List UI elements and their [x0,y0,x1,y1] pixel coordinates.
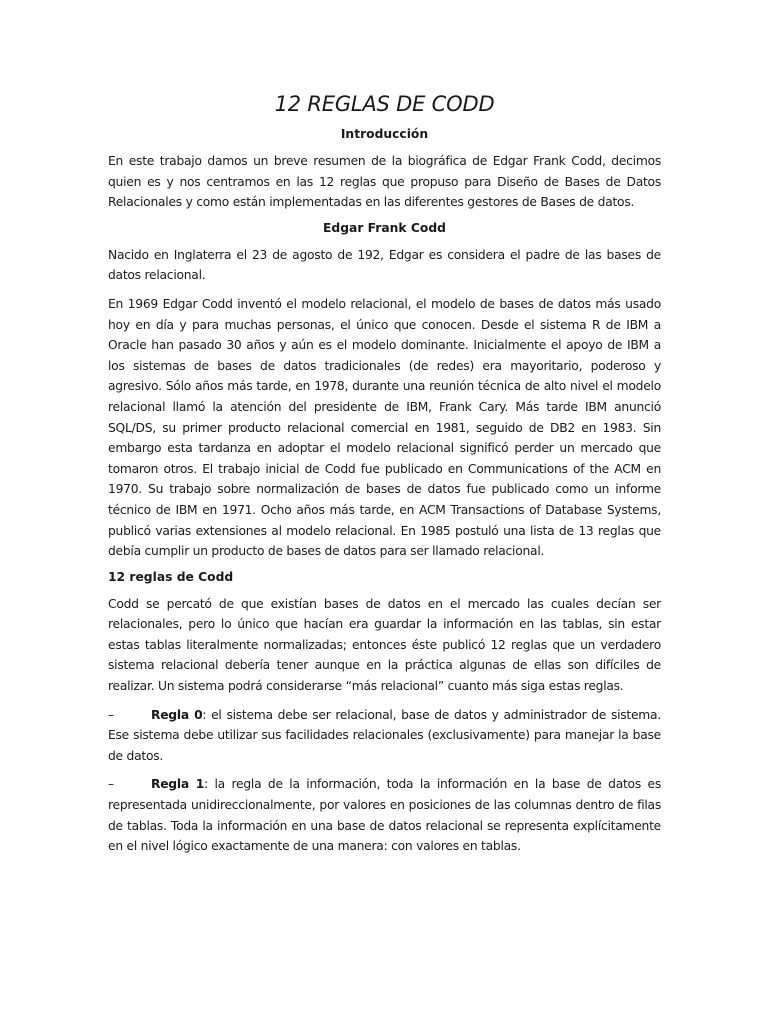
rule-item [108,705,661,767]
rule-text: : la regla de la información, toda la información en la base de datos es representada unidireccionalmente, por valores en posiciones de las columnas dentro de filas de tablas. Toda la información en una base de datos relacional se representa explícitamente en el nivel lógico exactamente de una manera: con valores en tablas. [108,777,661,854]
intro-paragraph: En este trabajo damos un breve resumen de la biográfica de Edgar Frank Codd, decimos quien es y nos centramos en las 12 reglas que propuso para Diseño de Bases de Datos Relacionales y como están implementadas en las diferentes gestores de Bases de datos. [108,154,661,210]
rule-name: Regla 0 [151,707,203,722]
rule-name: Regla 1 [151,777,205,792]
document-page [108,92,661,865]
rule-item [108,774,661,856]
document-title: 12 REGLAS DE CODD [274,92,495,116]
rules-paragraph: Codd se percató de que existían bases de datos en el mercado las cuales decían ser relacionales, pero lo único que hacían era guardar la información en las tablas, sin estar estas tablas literalmente normalizadas; entonces éste publicó 12 reglas que un verdadero sistema relacional debería tener aunque en la práctica algunas de ellas son difíciles de realizar. Un sistema podrá considerarse “más relacional” cuanto más siga estas reglas. [108,596,661,694]
rule-dash: – [108,707,114,722]
rules-heading: 12 reglas de Codd [108,569,234,584]
codd-paragraph-1: Nacido en Inglaterra el 23 de agosto de 192, Edgar es considera el padre de las bases de datos relacional. [108,247,661,283]
rule-dash: – [108,777,114,792]
intro-heading: Introducción [340,127,429,141]
codd-paragraph-2: En 1969 Edgar Codd inventó el modelo relacional, el modelo de bases de datos más usado hoy en día y para muchas personas, el único que conocen. Desde el sistema R de IBM a Oracle han pasado 30 años y aún es el modelo dominante. Inicialmente el apoyo de IBM a los sistemas de bases de datos tradicionales (de redes) era mayoritario, poderoso y agresivo. Sólo años más tarde, en 1978, durante una reunión técnica de alto nivel el modelo relacional llamó la atención del presidente de IBM, Frank Cary. Más tarde IBM anunció SQL/DS, su primer producto relacional comercial en 1981, seguido de DB2 en 1983. Sin embargo esta tardanza en adoptar el modelo relacional significó perder un mercado que tomaron otros. El trabajo inicial de Codd fue publicado en Communications of the ACM en 1970. Su trabajo sobre normalización de bases de datos fue publicado como un informe técnico de IBM en 1971. Ocho años más tarde, en ACM Transactions of Database Systems, publicó varias extensiones al modelo relacional. En 1985 postuló una lista de 13 reglas que debía cumplir un producto de bases de datos para ser llamado relacional. [108,296,661,559]
rule-text: : el sistema debe ser relacional, base de datos y administrador de sistema. Ese sistema debe utilizar sus facilidades relacionales (exclusivamente) para manejar la base de datos. [108,707,661,763]
codd-heading: Edgar Frank Codd [323,220,446,235]
